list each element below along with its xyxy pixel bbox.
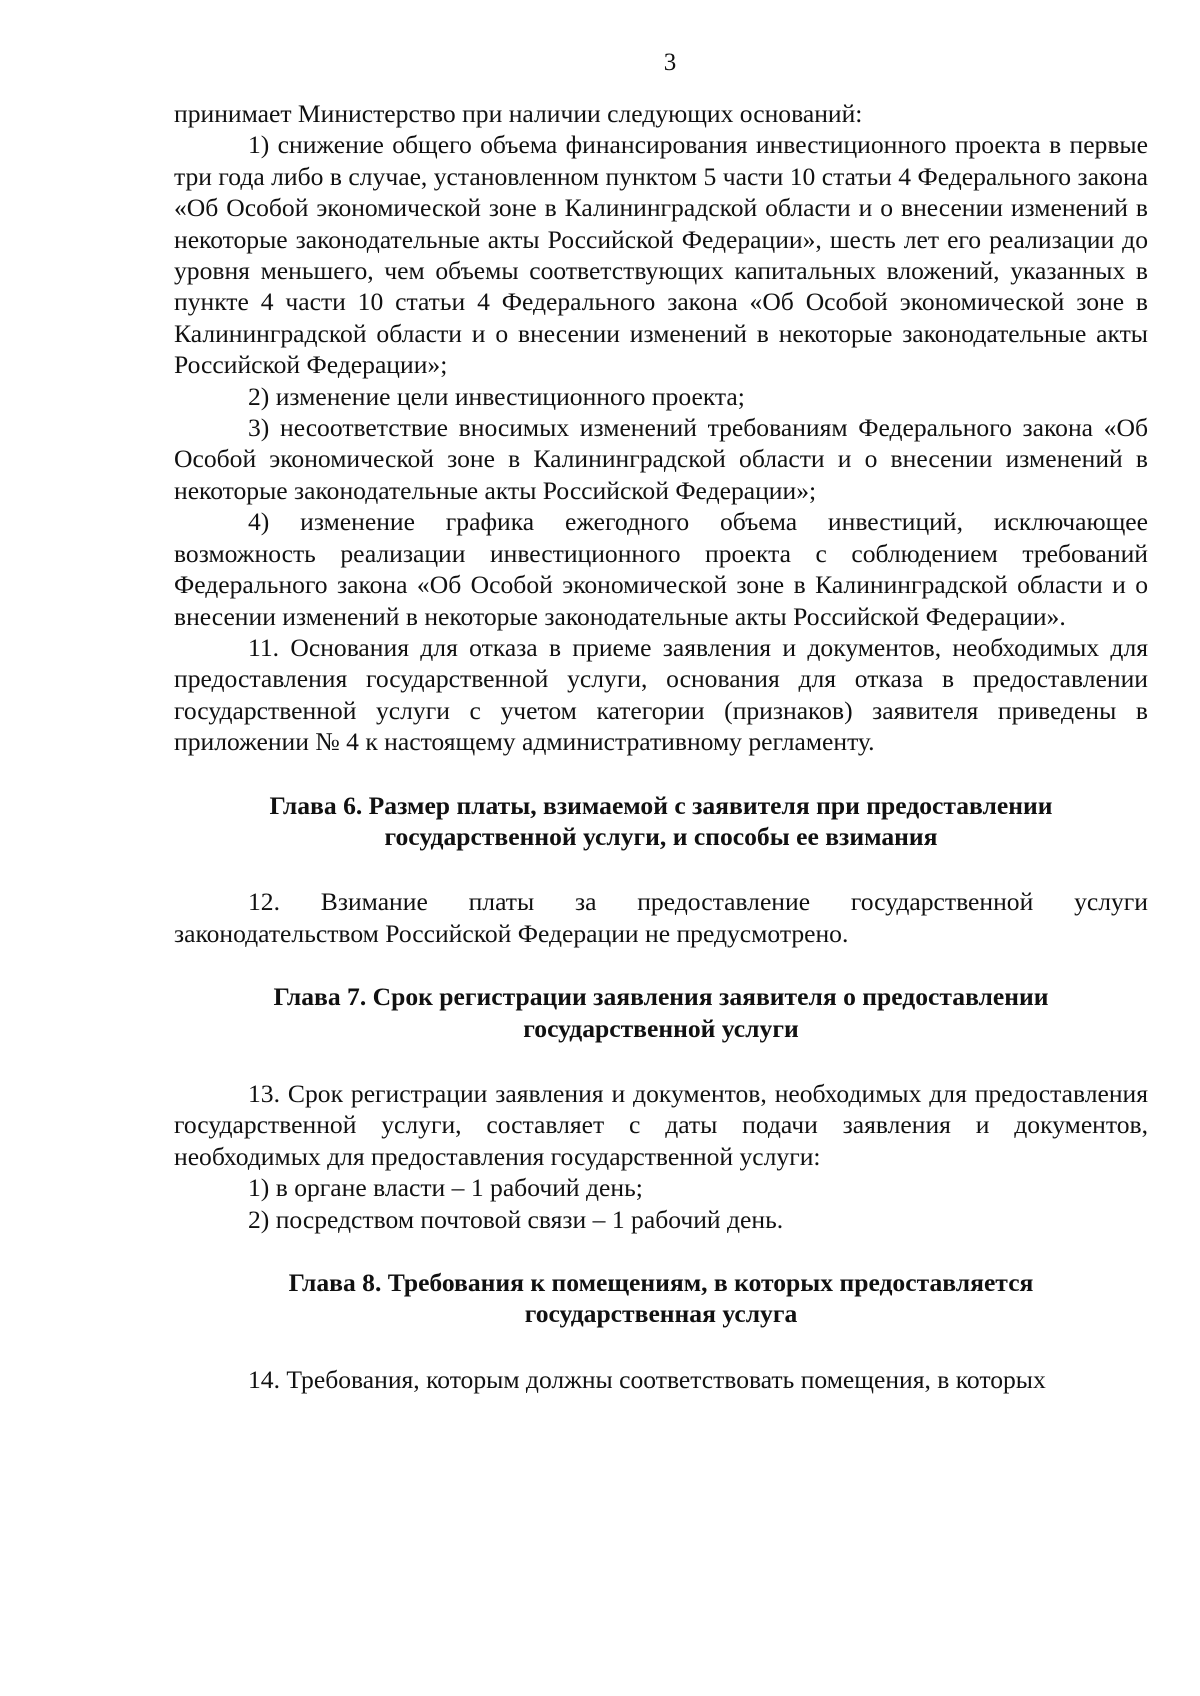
- paragraph: принимает Министерство при наличии следующих оснований:: [174, 99, 863, 128]
- chapter-heading: [174, 1267, 1148, 1330]
- document-body: [174, 98, 1148, 1395]
- page-number: 3: [663, 49, 677, 76]
- chapter-heading-line: государственной услуги: [523, 1013, 799, 1043]
- paragraph: 13. Срок регистрации заявления и документов, необходимых для предоставления государственной услуги, составляет с даты подачи заявления и документов, необходимых для предоставления государственной услуги:: [174, 1078, 1148, 1171]
- paragraph: 14. Требования, которым должны соответствовать помещения, в которых: [248, 1364, 1046, 1394]
- chapter-heading-line: Глава 6. Размер платы, взимаемой с заявителя при предоставлении: [269, 790, 1053, 820]
- chapter-heading: [174, 981, 1148, 1044]
- spacer: [174, 852, 1148, 886]
- paragraph: 2) посредством почтовой связи – 1 рабочий день.: [248, 1204, 784, 1234]
- spacer: [174, 758, 1148, 790]
- chapter-heading-line: Глава 8. Требования к помещениям, в которых предоставляется: [288, 1268, 1034, 1297]
- paragraph: 1) в органе власти – 1 рабочий день;: [248, 1173, 643, 1203]
- spacer: [174, 949, 1148, 981]
- paragraph: 1) снижение общего объема финансирования инвестиционного проекта в первые три года либо в случае, установленном пунктом 5 части 10 статьи 4 Федерального закона «Об Особой экономической зоне в Калининградской области и о внесении изменений в некоторые законодательные акты Российской Федерации», шесть лет его реализации до уровня меньшего, чем объемы соответствующих капитальных вложений, указанных в пункте 4 части 10 статьи 4 Федерального закона «Об Особой экономической зоне в Калининградской области и о внесении изменений в некоторые законодательные акты Российской Федерации»;: [174, 130, 1148, 380]
- spacer: [174, 1044, 1148, 1078]
- paragraph: 3) несоответствие вносимых изменений требованиям Федерального закона «Об Особой экономической зоне в Калининградской области и о внесении изменений в некоторые законодательные акты Российской Федерации»;: [174, 413, 1148, 505]
- spacer: [174, 1330, 1148, 1364]
- paragraph: 2) изменение цели инвестиционного проекта;: [248, 381, 745, 411]
- chapter-heading-line: Глава 7. Срок регистрации заявления заявителя о предоставлении: [273, 982, 1049, 1012]
- document-page: [174, 48, 1148, 1395]
- paragraph: 4) изменение графика ежегодного объема инвестиций, исключающее возможность реализации инвестиционного проекта с соблюдением требований Федерального закона «Об Особой экономической зоне в Калининградской области и о внесении изменений в некоторые законодательные акты Российской Федерации».: [174, 507, 1148, 631]
- chapter-heading: [174, 790, 1148, 853]
- chapter-heading-line: государственной услуги, и способы ее взимания: [384, 821, 938, 851]
- paragraph: 11. Основания для отказа в приеме заявления и документов, необходимых для предоставления государственной услуги, основания для отказа в предоставлении государственной услуги с учетом категории (признаков) заявителя приведены в приложении № 4 к настоящему административному регламенту.: [174, 632, 1148, 757]
- chapter-heading-line: государственная услуга: [524, 1299, 798, 1329]
- spacer: [174, 1235, 1148, 1267]
- paragraph: 12. Взимание платы за предоставление государственной услуги законодательством Российской Федерации не предусмотрено.: [174, 887, 1148, 948]
